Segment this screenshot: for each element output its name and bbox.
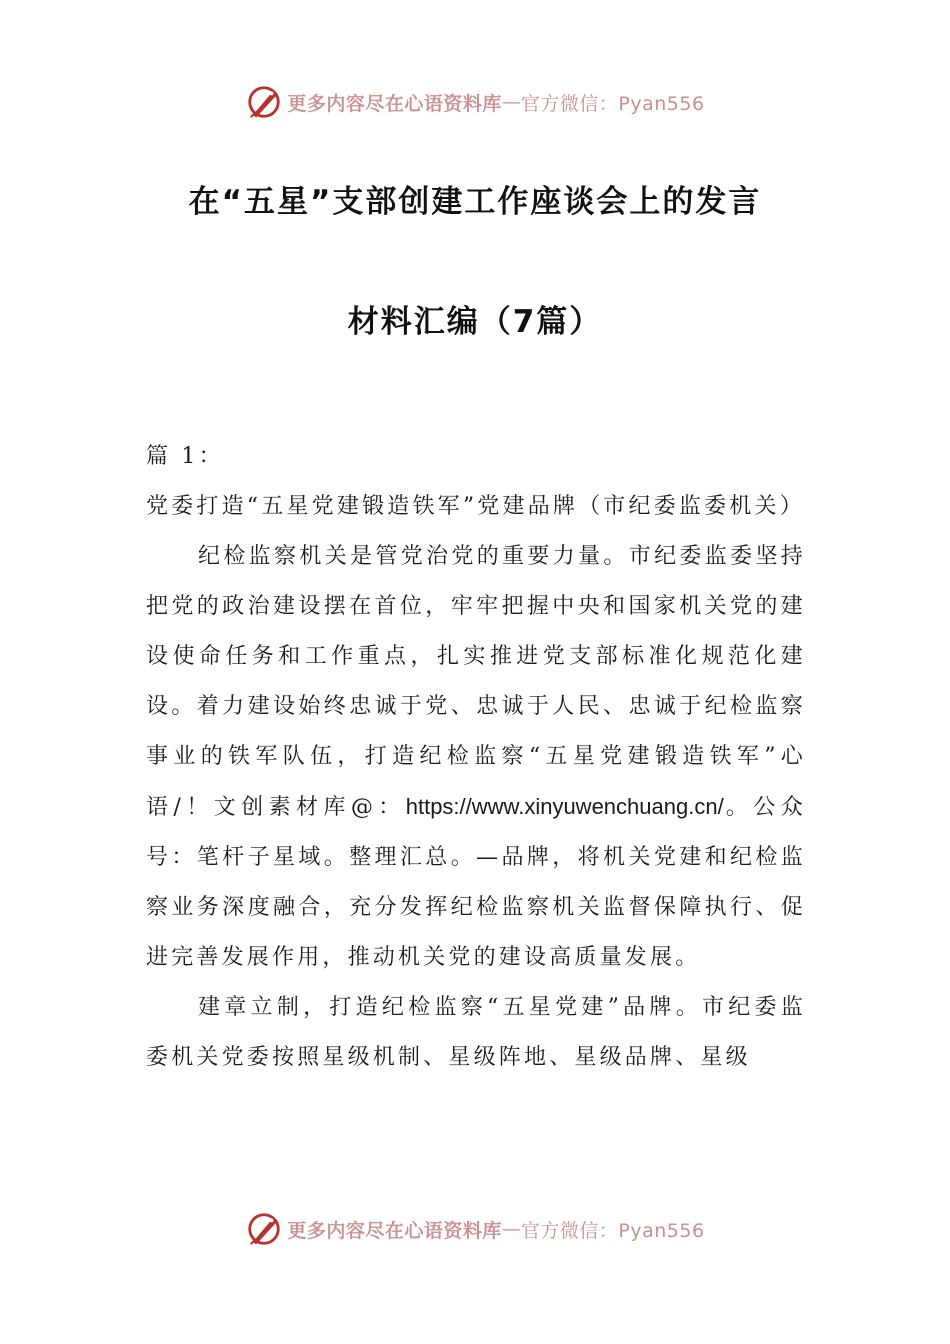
article-body (146, 432, 806, 1083)
source-url-link[interactable]: https://www.xinyuwenchuang.cn/ (405, 794, 724, 819)
article-paragraph-1 (146, 532, 806, 983)
watermark-contact: 官方微信：Pyan556 (520, 1219, 705, 1242)
pen-nib-logo-icon (245, 83, 283, 121)
watermark-brand: 更多内容尽在心语资料库 (287, 92, 502, 115)
watermark-separator: — (501, 1218, 521, 1240)
pen-nib-logo-icon (245, 1210, 283, 1248)
watermark-brand: 更多内容尽在心语资料库 (287, 1219, 502, 1242)
header-watermark (0, 82, 950, 122)
article-paragraph-2: 建章立制，打造纪检监察“五星党建”品牌。市纪委监委机关党委按照星级机制、星级阵地、星级品牌、星级 (146, 995, 806, 1070)
article-heading: 党委打造“五星党建锻造铁军”党建品牌（市纪委监委机关） (146, 494, 805, 519)
paragraph-1-text-a: 纪检监察机关是管党治党的重要力量。市纪委监委坚持把党的政治建设摆在首位，牢牢把握中央和国家机关党的建设使命任务和工作重点，扎实推进党支部标准化规范化建设。着力建设始终忠诚于党、忠诚于人民、忠诚于纪检监察事业的铁军队伍，打造纪检监察“五星党建锻造铁军”心语/！文创素材库@： (146, 544, 806, 820)
footer-watermark (0, 1209, 950, 1249)
page-title-line2: 材料汇编（7篇） (347, 304, 603, 340)
article-label: 篇 1： (146, 444, 224, 469)
watermark-contact: 官方微信：Pyan556 (520, 92, 705, 115)
paragraph-1-text-b: 。公众号：笔杆子星域。整理汇总。—品牌，将机关党建和纪检监察业务深度融合，充分发挥纪检监察机关监督保障执行、促进完善发展作用，推动机关党的建设高质量发展。 (146, 795, 806, 970)
page-title-line1: 在“五星”支部创建工作座谈会上的发言 (188, 184, 762, 220)
watermark-separator: — (501, 91, 521, 113)
